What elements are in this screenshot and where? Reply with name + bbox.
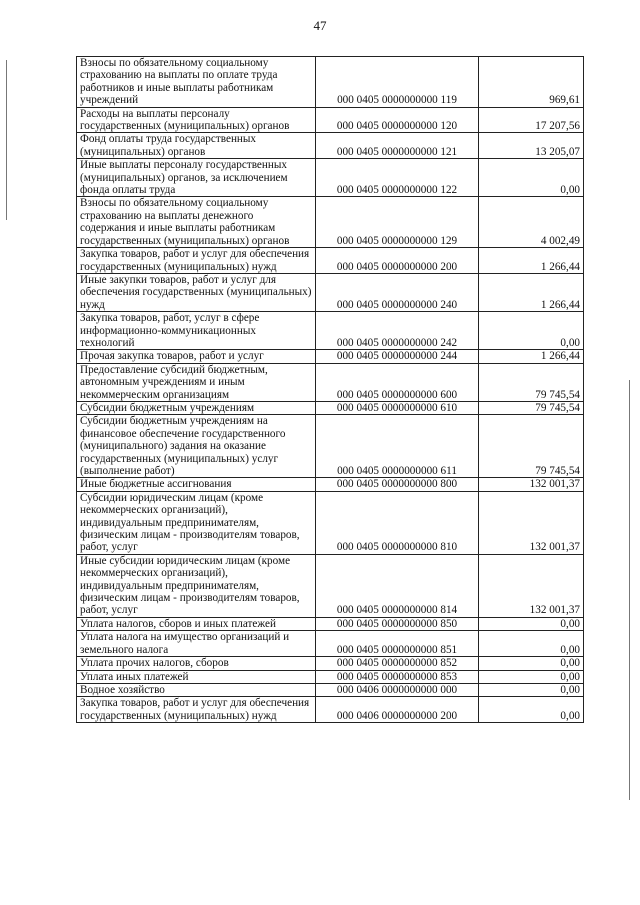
row-name-cell: Закупка товаров, работ, услуг в сфере информационно-коммуникационных технологий xyxy=(77,312,316,350)
table-row xyxy=(77,273,584,311)
table-row xyxy=(77,478,584,491)
row-amount-cell: 132 001,37 xyxy=(479,478,584,491)
row-amount-cell: 1 266,44 xyxy=(479,350,584,363)
row-amount-cell: 4 002,49 xyxy=(479,197,584,248)
row-name-cell: Иные субсидии юридическим лицам (кроме некоммерческих организаций), индивидуальным предпринимателям, физическим лицам - производителям товаров, работ, услуг xyxy=(77,554,316,617)
row-code-cell: 000 0405 0000000000 611 xyxy=(316,415,479,478)
row-name-cell: Взносы по обязательному социальному страхованию на выплаты денежного содержания и иные выплаты работникам государственных (муниципальных) органов xyxy=(77,197,316,248)
row-name-cell: Фонд оплаты труда государственных (муниципальных) органов xyxy=(77,133,316,159)
row-amount-cell: 132 001,37 xyxy=(479,554,584,617)
row-name-cell: Субсидии юридическим лицам (кроме некоммерческих организаций), индивидуальным предпринимателям, физическим лицам - производителям товаров, работ, услуг xyxy=(77,491,316,554)
row-amount-cell: 0,00 xyxy=(479,631,584,657)
table-row xyxy=(77,491,584,554)
row-code-cell: 000 0405 0000000000 240 xyxy=(316,273,479,311)
row-name-cell: Иные выплаты персоналу государственных (муниципальных) органов, за исключением фонда оплаты труда xyxy=(77,159,316,197)
row-amount-cell: 0,00 xyxy=(479,697,584,723)
row-amount-cell: 1 266,44 xyxy=(479,248,584,274)
row-amount-cell: 0,00 xyxy=(479,159,584,197)
row-code-cell: 000 0405 0000000000 242 xyxy=(316,312,479,350)
right-margin-mark xyxy=(629,380,630,800)
table-row xyxy=(77,312,584,350)
row-name-cell: Иные бюджетные ассигнования xyxy=(77,478,316,491)
budget-table xyxy=(76,56,584,723)
table-row xyxy=(77,363,584,401)
table-row xyxy=(77,657,584,670)
row-name-cell: Субсидии бюджетным учреждениям xyxy=(77,401,316,414)
table-row xyxy=(77,197,584,248)
row-name-cell: Уплата налогов, сборов и иных платежей xyxy=(77,617,316,630)
row-name-cell: Иные закупки товаров, работ и услуг для обеспечения государственных (муниципальных) нужд xyxy=(77,273,316,311)
row-amount-cell: 0,00 xyxy=(479,312,584,350)
row-name-cell: Закупка товаров, работ и услуг для обеспечения государственных (муниципальных) нужд xyxy=(77,697,316,723)
row-code-cell: 000 0405 0000000000 852 xyxy=(316,657,479,670)
row-code-cell: 000 0405 0000000000 120 xyxy=(316,107,479,133)
row-amount-cell: 0,00 xyxy=(479,657,584,670)
table-row xyxy=(77,697,584,723)
row-amount-cell: 17 207,56 xyxy=(479,107,584,133)
row-amount-cell: 79 745,54 xyxy=(479,363,584,401)
table-row xyxy=(77,670,584,683)
row-code-cell: 000 0405 0000000000 244 xyxy=(316,350,479,363)
row-name-cell: Водное хозяйство xyxy=(77,683,316,696)
row-name-cell: Уплата иных платежей xyxy=(77,670,316,683)
row-code-cell: 000 0406 0000000000 000 xyxy=(316,683,479,696)
row-code-cell: 000 0405 0000000000 129 xyxy=(316,197,479,248)
row-amount-cell: 0,00 xyxy=(479,670,584,683)
row-amount-cell: 132 001,37 xyxy=(479,491,584,554)
row-amount-cell: 0,00 xyxy=(479,617,584,630)
row-code-cell: 000 0406 0000000000 200 xyxy=(316,697,479,723)
row-code-cell: 000 0405 0000000000 853 xyxy=(316,670,479,683)
row-amount-cell: 1 266,44 xyxy=(479,273,584,311)
row-code-cell: 000 0405 0000000000 200 xyxy=(316,248,479,274)
table-row xyxy=(77,350,584,363)
row-code-cell: 000 0405 0000000000 122 xyxy=(316,159,479,197)
left-margin-mark xyxy=(6,60,7,220)
row-amount-cell: 13 205,07 xyxy=(479,133,584,159)
row-code-cell: 000 0405 0000000000 851 xyxy=(316,631,479,657)
row-code-cell: 000 0405 0000000000 800 xyxy=(316,478,479,491)
row-name-cell: Расходы на выплаты персоналу государственных (муниципальных) органов xyxy=(77,107,316,133)
table-row xyxy=(77,248,584,274)
table-row xyxy=(77,683,584,696)
table-row xyxy=(77,57,584,108)
row-name-cell: Предоставление субсидий бюджетным, автономным учреждениям и иным некоммерческим организациям xyxy=(77,363,316,401)
row-code-cell: 000 0405 0000000000 850 xyxy=(316,617,479,630)
row-name-cell: Прочая закупка товаров, работ и услуг xyxy=(77,350,316,363)
row-name-cell: Взносы по обязательному социальному страхованию на выплаты по оплате труда работников и иные выплаты работникам учреждений xyxy=(77,57,316,108)
row-amount-cell: 79 745,54 xyxy=(479,401,584,414)
row-name-cell: Уплата налога на имущество организаций и земельного налога xyxy=(77,631,316,657)
row-amount-cell: 0,00 xyxy=(479,683,584,696)
table-row xyxy=(77,107,584,133)
table-row xyxy=(77,631,584,657)
row-code-cell: 000 0405 0000000000 814 xyxy=(316,554,479,617)
row-code-cell: 000 0405 0000000000 610 xyxy=(316,401,479,414)
row-amount-cell: 79 745,54 xyxy=(479,415,584,478)
table-row xyxy=(77,401,584,414)
row-code-cell: 000 0405 0000000000 600 xyxy=(316,363,479,401)
table-row xyxy=(77,415,584,478)
row-name-cell: Уплата прочих налогов, сборов xyxy=(77,657,316,670)
budget-table-body xyxy=(77,57,584,723)
row-name-cell: Субсидии бюджетным учреждениям на финансовое обеспечение государственного (муниципального) задания на оказание государственных (муниципальных) услуг (выполнение работ) xyxy=(77,415,316,478)
row-amount-cell: 969,61 xyxy=(479,57,584,108)
row-name-cell: Закупка товаров, работ и услуг для обеспечения государственных (муниципальных) нужд xyxy=(77,248,316,274)
row-code-cell: 000 0405 0000000000 119 xyxy=(316,57,479,108)
table-row xyxy=(77,617,584,630)
page-number: 47 xyxy=(313,18,327,33)
table-row xyxy=(77,554,584,617)
row-code-cell: 000 0405 0000000000 121 xyxy=(316,133,479,159)
table-row xyxy=(77,159,584,197)
table-row xyxy=(77,133,584,159)
row-code-cell: 000 0405 0000000000 810 xyxy=(316,491,479,554)
